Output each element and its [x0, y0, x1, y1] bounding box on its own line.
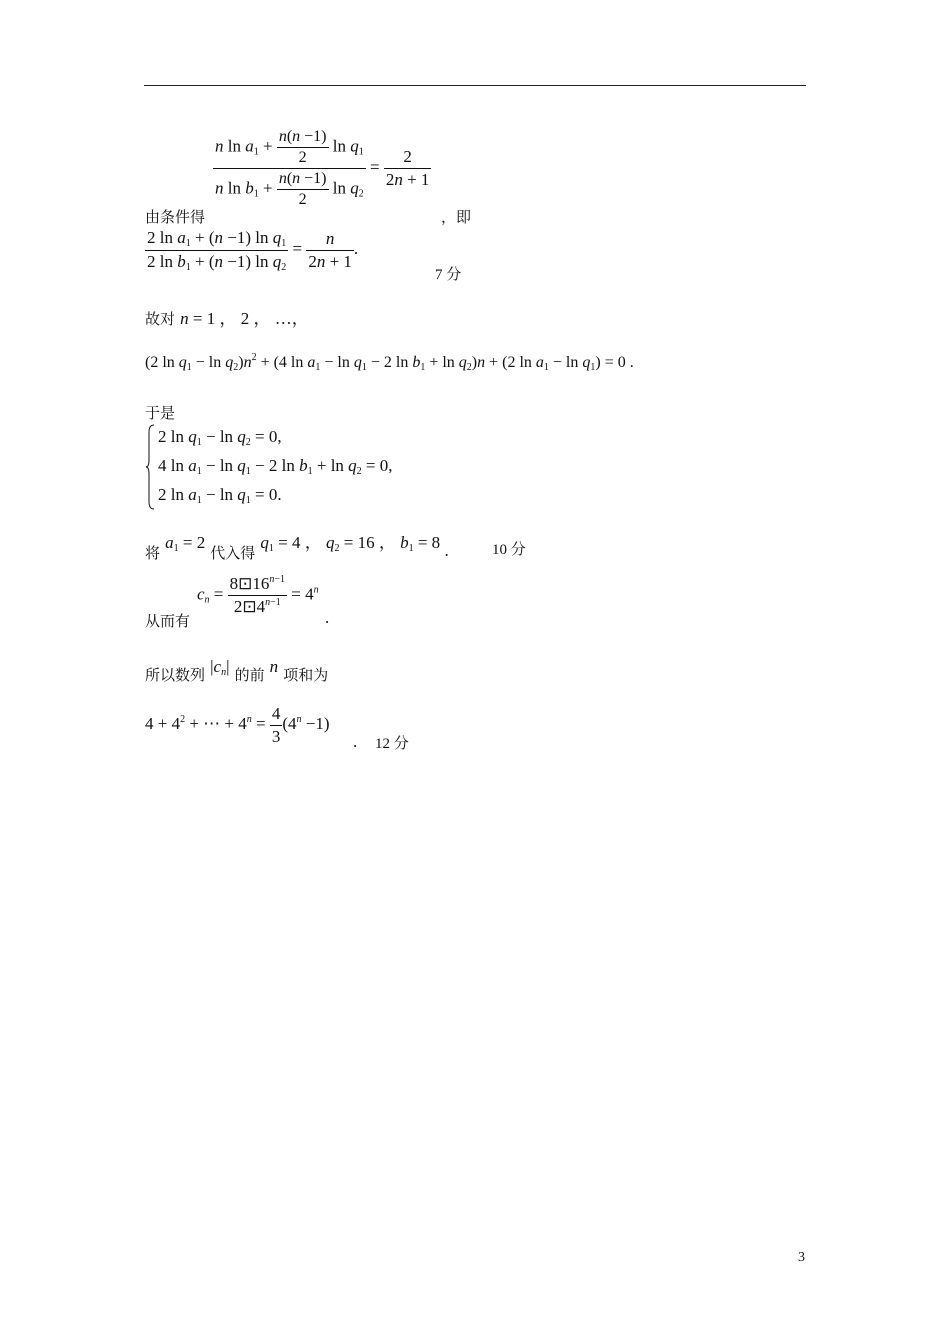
equation-cn: $c_n$ = $\frac{8⊡16^{n-1}}{2⊡4^{n-1}}$ = $4^n$	[197, 574, 319, 616]
score-7: 7 分	[435, 267, 462, 283]
substitute-line: 将 $a_1 = 2$ 代入得 $q_1 = 4$ ， $q_2 = 16$ ， $b_1 = 8$ . 10 分	[145, 533, 526, 562]
score-10: 10 分	[492, 542, 526, 558]
text-therefore: 于是	[145, 404, 176, 422]
brace-icon	[145, 424, 155, 510]
equation-4: (2 $\ln q_1 - \ln q_2)n^2 + (4$ $\ln a_1 - \ln q_1 - 2$ $\ln b_1 + \ln q_2)n + (2$ $\ln a_1 - \ln q_1) = 0$ .	[145, 352, 634, 373]
equation-2-line	[145, 228, 462, 283]
equation-2: $\frac{2 \ln a_1 + (n -1) \ln q_1}{2 \ln b_1 + (n -1) \ln q_2}$ = $\frac{n}{2n + 1}$ .	[147, 228, 359, 273]
system-eq-2: 4 $\ln a_1 - \ln q_1 - 2$ $\ln b_1 + \ln q_2 = 0$,	[158, 456, 393, 477]
abs-cn: $|c_n|$	[210, 657, 230, 678]
text-thus: 从而有	[145, 612, 191, 630]
text-so-sequence: 所以数列	[145, 666, 206, 684]
text-for: 故对	[145, 310, 176, 328]
text-period: .	[325, 608, 330, 627]
text-substitute: 将	[145, 544, 161, 562]
equation-1: n $\ln a_1$ + $\frac{n(n -1)}{2}$ $\ln q_1$ n $\ln b_1$ + $\frac{n(n -1)}{2}$ $\ln q_2$ = $\frac{2}{2n + 1}$	[215, 128, 430, 208]
for-n-line: 故对 n = 1 ， 2 ， …，	[145, 309, 309, 328]
system-eq-3: 2 $\ln a_1 - \ln q_1 = 0$.	[158, 485, 282, 506]
sum-line	[145, 704, 409, 752]
fraction-lhs: n $\ln a_1$ + $\frac{n(n -1)}{2}$ $\ln q_1$ n $\ln b_1$ + $\frac{n(n -1)}{2}$ $\ln q_2$	[215, 128, 364, 208]
text-period-2: .	[353, 732, 358, 751]
text-namely: ，即	[441, 208, 472, 226]
sum-intro-line: 所以数列 $|c_n|$ 的前 n 项和为	[145, 657, 329, 684]
system-eq-1: 2 $\ln q_1 - \ln q_2 = 0$,	[158, 427, 282, 448]
text-get: 代入得	[210, 544, 256, 562]
score-12: 12 分	[375, 736, 409, 752]
equation-sum: $4 + 4^2$ + ⋯ + $4^n$ = $\frac{4}{3}$ $(4^n -1)$	[145, 704, 330, 746]
text-sequence: 1 ， 2 ， …，	[206, 309, 309, 328]
header-rule	[144, 85, 806, 86]
text-condition-label: 由条件得	[145, 208, 206, 226]
page-number: 3	[798, 1250, 805, 1265]
text-terms-sum: 项和为	[283, 666, 329, 684]
text-first: 的前	[234, 666, 265, 684]
fraction-rhs: $\frac{2}{2n + 1}$	[385, 147, 430, 189]
